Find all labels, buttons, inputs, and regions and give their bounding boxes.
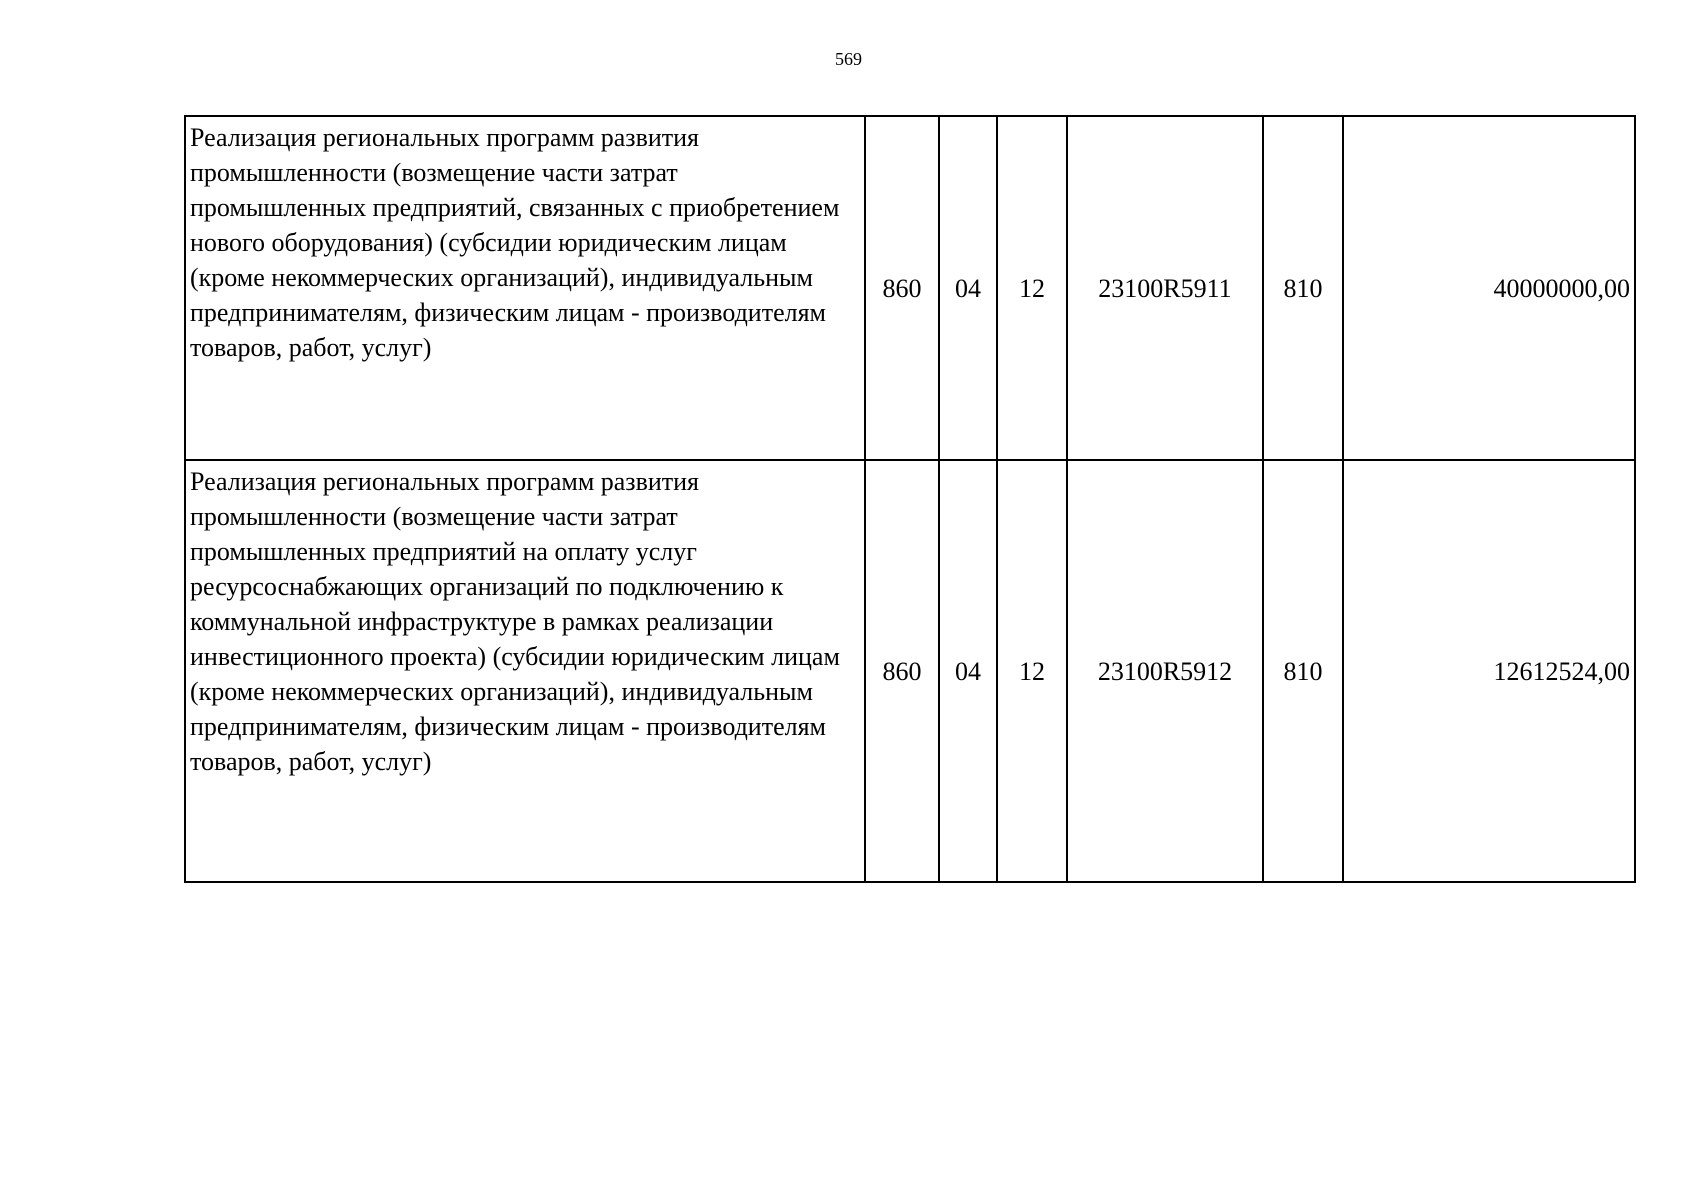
table-row (185, 116, 1635, 460)
expense-type-cell: 810 (1263, 460, 1343, 882)
expense-type-cell: 810 (1263, 116, 1343, 460)
ministry-code-cell: 860 (865, 116, 939, 460)
budget-table (184, 115, 1636, 883)
target-article-cell: 23100R5911 (1067, 116, 1263, 460)
target-article-cell: 23100R5912 (1067, 460, 1263, 882)
section-code-cell: 04 (939, 116, 997, 460)
amount-cell: 40000000,00 (1343, 116, 1635, 460)
subsection-code-cell: 12 (997, 460, 1067, 882)
amount-cell: 12612524,00 (1343, 460, 1635, 882)
ministry-code-cell: 860 (865, 460, 939, 882)
subsection-code-cell: 12 (997, 116, 1067, 460)
table-row (185, 460, 1635, 882)
description-cell: Реализация региональных программ развития промышленности (возмещение части затрат промышленных предприятий, связанных с приобретением нового оборудования) (субсидии юридическим лицам (кроме некоммерческих организаций), индивидуальным предпринимателям, физическим лицам - производителям товаров, работ, услуг) (185, 116, 865, 460)
description-cell: Реализация региональных программ развития промышленности (возмещение части затрат промышленных предприятий на оплату услуг ресурсоснабжающих организаций по подключению к коммунальной инфраструктуре в рамках реализации инвестиционного проекта) (субсидии юридическим лицам (кроме некоммерческих организаций), индивидуальным предпринимателям, физическим лицам - производителям товаров, работ, услуг) (185, 460, 865, 882)
page-number: 569 (835, 49, 862, 69)
section-code-cell: 04 (939, 460, 997, 882)
